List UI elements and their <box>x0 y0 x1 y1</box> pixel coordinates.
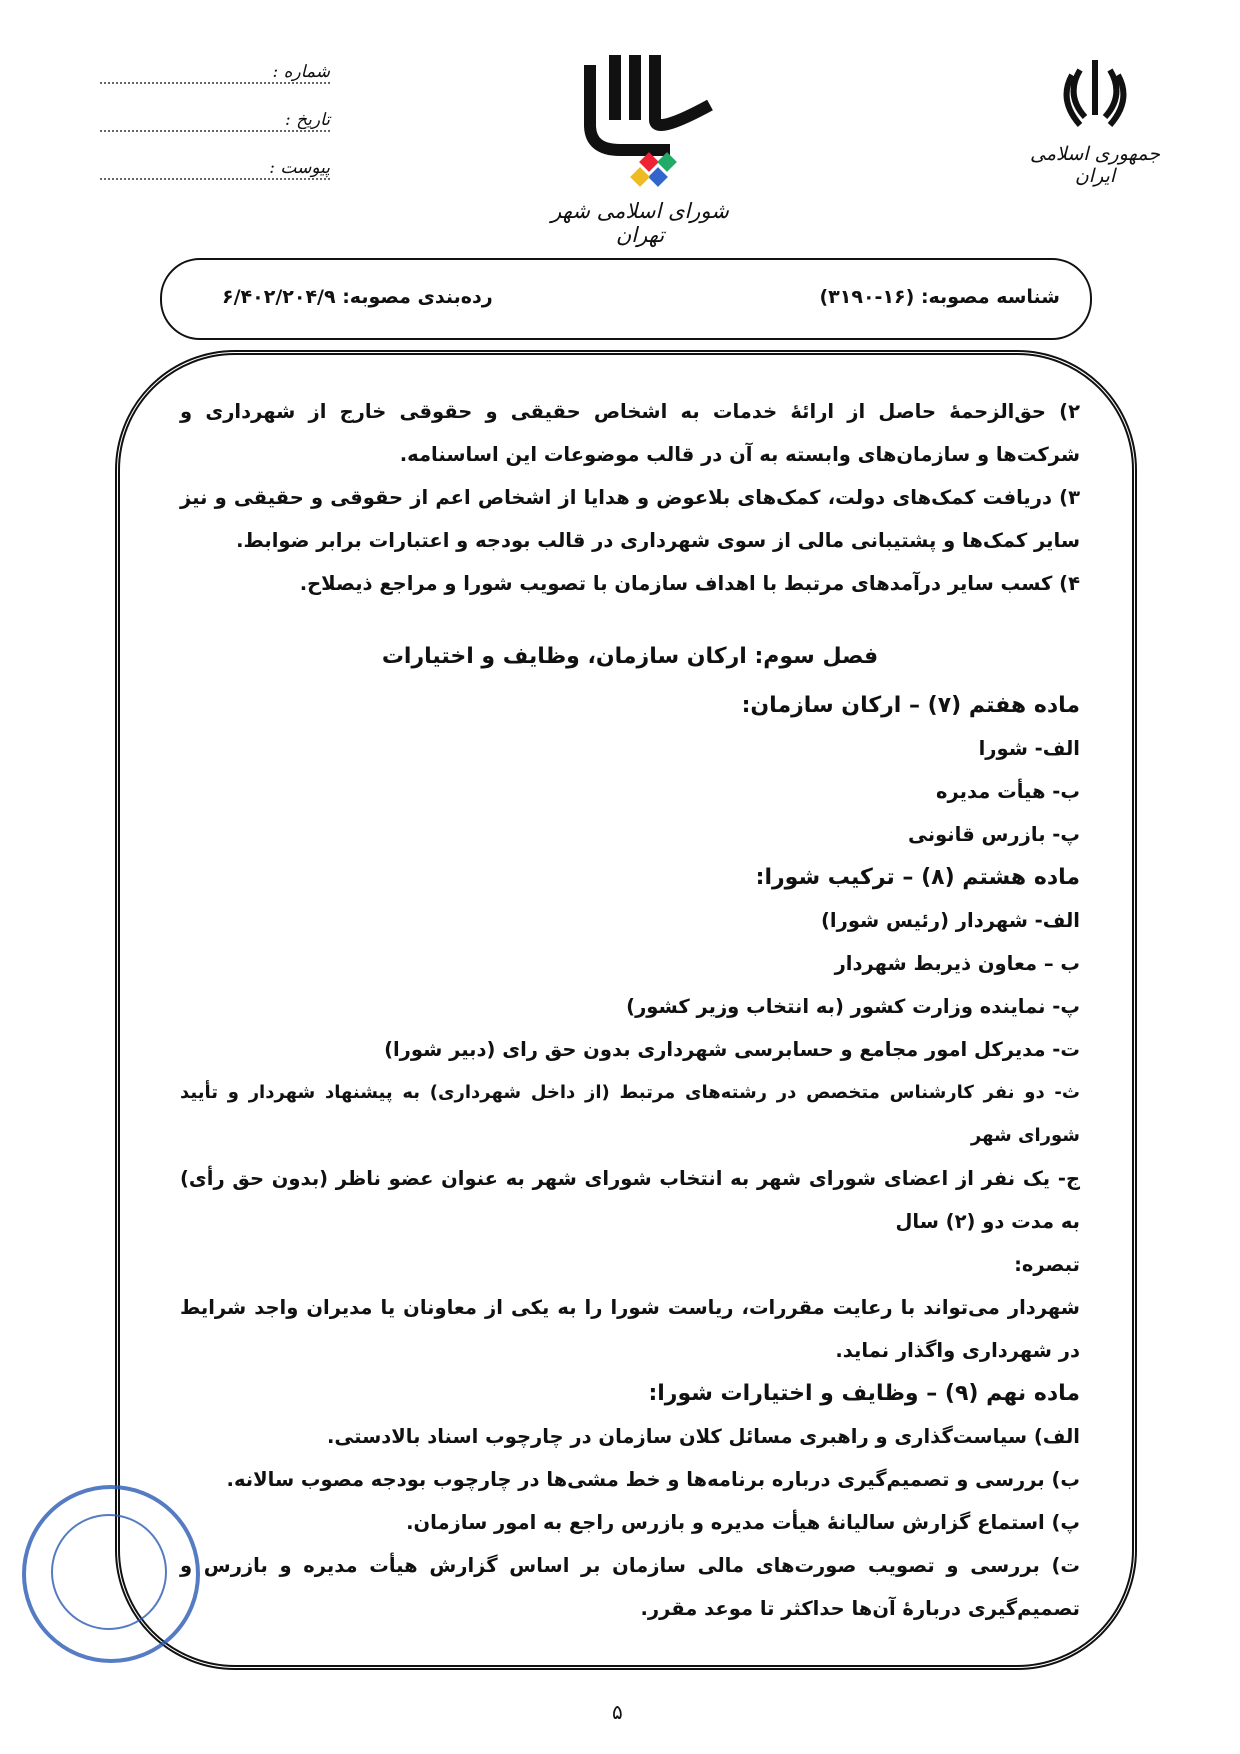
paragraph: ۳) دریافت کمک‌های دولت، کمک‌های بلاعوض و هدایا از اشخاص اعم از حقوقی و حقیقی و نیز سایر کمک‌ها و پشتیبانی مالی از سوی شهرداری در قالب بودجه و اعتبارات برابر ضوابط. <box>180 486 1080 552</box>
document-body <box>180 390 1080 1630</box>
list-item: پ- نماینده وزارت کشور (به انتخاب وزیر کشور) <box>626 995 1080 1018</box>
list-item: ث- دو نفر کارشناس متخصص در رشته‌های مرتبط (از داخل شهرداری) به پیشنهاد شهردار و تأیید شورای شهر <box>180 1082 1080 1146</box>
article-7-title: ماده هفتم (۷) – ارکان سازمان: <box>741 693 1080 718</box>
chapter-title: فصل سوم: ارکان سازمان، وظایف و اختیارات <box>381 644 879 669</box>
council-stamp <box>22 1485 200 1663</box>
approval-classification: رده‌بندی مصوبه: ۶/۴۰۲/۲۰۴/۹ <box>222 286 493 308</box>
council-logo-icon <box>560 45 720 195</box>
council-caption: شورای اسلامی شهر تهران <box>551 199 729 247</box>
emblem-icon <box>1060 55 1130 135</box>
date-field: تاریخ : <box>100 110 330 132</box>
list-item: ب – معاون ذیربط شهردار <box>834 952 1080 975</box>
page-number: ۵ <box>612 1700 623 1724</box>
council-logo <box>540 45 740 247</box>
list-item: ب- هیأت مدیره <box>936 780 1080 803</box>
note-title: تبصره: <box>1014 1253 1080 1276</box>
paragraph: ۲) حق‌الزحمهٔ حاصل از ارائهٔ خدمات به اشخاص حقیقی و حقوقی خارج از شهرداری و شرکت‌ها و سازمان‌های وابسته به آن در قالب موضوعات این اساسنامه. <box>180 400 1080 466</box>
list-item: پ- بازرس قانونی <box>908 823 1080 846</box>
approval-id-box <box>160 258 1092 340</box>
list-item: ج- یک نفر از اعضای شورای شهر به انتخاب شورای شهر به عنوان عضو ناظر (بدون حق رأی) به مدت دو (۲) سال <box>180 1167 1080 1233</box>
emblem-caption: جمهوری اسلامی ایران <box>1030 143 1160 187</box>
list-item: الف) سیاست‌گذاری و راهبری مسائل کلان سازمان در چارچوب اسناد بالادستی. <box>326 1425 1080 1448</box>
attachment-field: پیوست : <box>100 158 330 180</box>
list-item: پ) استماع گزارش سالیانهٔ هیأت مدیره و بازرس راجع به امور سازمان. <box>406 1511 1080 1534</box>
list-item: ت- مدیرکل امور مجامع و حسابرسی شهرداری بدون حق رای (دبیر شورا) <box>384 1038 1080 1061</box>
article-8-title: ماده هشتم (۸) – ترکیب شورا: <box>755 865 1080 890</box>
approval-id: شناسه مصوبه: (۱۶-۳۱۹۰) <box>819 286 1060 308</box>
article-9-title: ماده نهم (۹) – وظایف و اختیارات شورا: <box>648 1381 1080 1406</box>
paragraph: ۴) کسب سایر درآمدهای مرتبط با اهداف سازمان با تصویب شورا و مراجع ذیصلاح. <box>299 572 1080 595</box>
note-text: شهردار می‌تواند با رعایت مقررات، ریاست شورا را به یکی از معاونان یا مدیران واجد شرایط در شهرداری واگذار نماید. <box>180 1296 1080 1362</box>
number-field: شماره : <box>100 62 330 84</box>
list-item: ت) بررسی و تصویب صورت‌های مالی سازمان بر اساس گزارش هیأت مدیره و بازرس و تصمیم‌گیری دربارهٔ آن‌ها حداکثر تا موعد مقرر. <box>180 1554 1080 1620</box>
iran-emblem <box>1020 55 1170 187</box>
list-item: الف- شهردار (رئیس شورا) <box>821 909 1080 932</box>
list-item: ب) بررسی و تصمیم‌گیری درباره برنامه‌ها و خط مشی‌ها در چارچوب بودجه مصوب سالانه. <box>226 1468 1080 1491</box>
list-item: الف- شورا <box>978 737 1080 760</box>
